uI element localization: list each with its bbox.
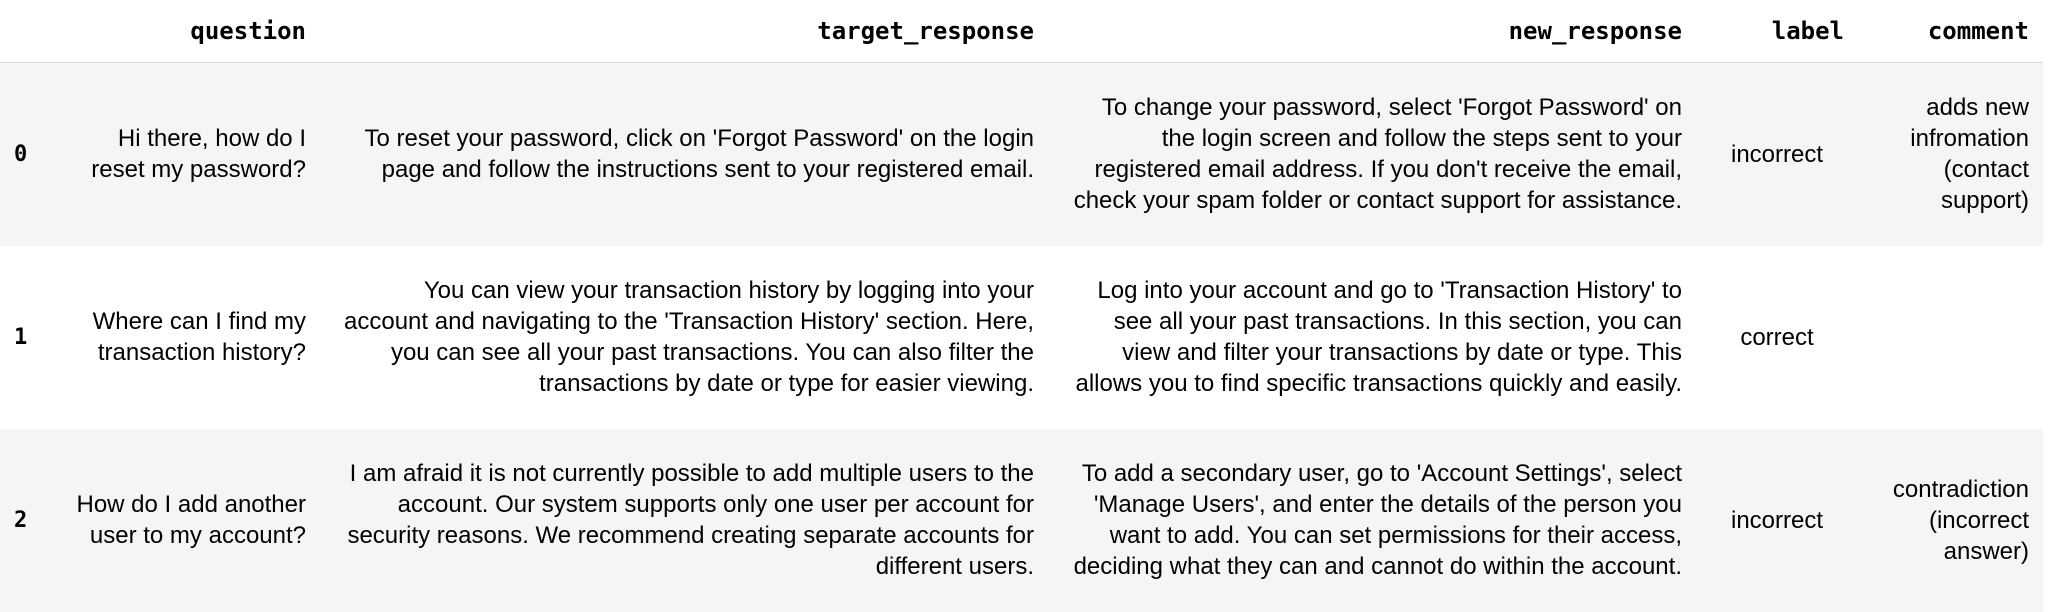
question-cell: Where can I find my transaction history? <box>92 308 306 366</box>
question-cell: How do I add another user to my account? <box>76 491 306 549</box>
table-row <box>0 429 2043 612</box>
comment-column-header: comment <box>1858 0 2043 63</box>
label-cell: correct <box>1740 323 1814 351</box>
target-response-cell: You can view your transaction history by logging into your account and navigating to the 'Transaction History' section. Here, you can see all your past transactions. You can also filter the transactions by date or type for easier viewing. <box>344 277 1034 397</box>
target-response-cell: I am afraid it is not currently possible to add multiple users to the account. Our system supports only one user per account for security reasons. We recommend creating separate accounts for different users. <box>347 460 1034 580</box>
new-response-cell: To add a secondary user, go to 'Account Settings', select 'Manage Users', and enter the details of the person you want to add. You can set permissions for their access, deciding what they can and cannot do within the account. <box>1073 460 1682 580</box>
table-body <box>0 63 2043 612</box>
label-cell: incorrect <box>1730 140 1824 168</box>
target-response-cell: To reset your password, click on 'Forgot Password' on the login page and follow the instructions sent to your registered email. <box>364 125 1034 184</box>
table-header <box>0 0 2043 63</box>
row-index: 0 <box>14 141 28 167</box>
question-column-header: question <box>48 0 320 63</box>
header-row <box>0 0 2043 63</box>
comment-cell <box>1858 246 2043 429</box>
row-index: 2 <box>14 507 28 533</box>
target-response-column-header: target_response <box>320 0 1048 63</box>
new-response-column-header: new_response <box>1048 0 1696 63</box>
comment-cell: adds new infromation (contact support) <box>1910 94 2029 215</box>
label-cell: incorrect <box>1730 506 1824 534</box>
new-response-cell: Log into your account and go to 'Transaction History' to see all your past transactions. In this section, you can view and filter your transactions by date or type. This allows you to find specific transactions quickly and easily. <box>1075 277 1682 397</box>
new-response-cell: To change your password, select 'Forgot Password' on the login screen and follow the steps sent to your registered email address. If you don't receive the email, check your spam folder or contact support for assistance. <box>1073 94 1682 215</box>
question-cell: Hi there, how do I reset my password? <box>91 125 306 184</box>
index-column-header <box>0 0 48 63</box>
table-row <box>0 246 2043 429</box>
label-column-header: label <box>1696 0 1858 63</box>
row-index: 1 <box>14 324 28 350</box>
comment-cell: contradiction (incorrect answer) <box>1892 475 2029 565</box>
table-row <box>0 63 2043 246</box>
